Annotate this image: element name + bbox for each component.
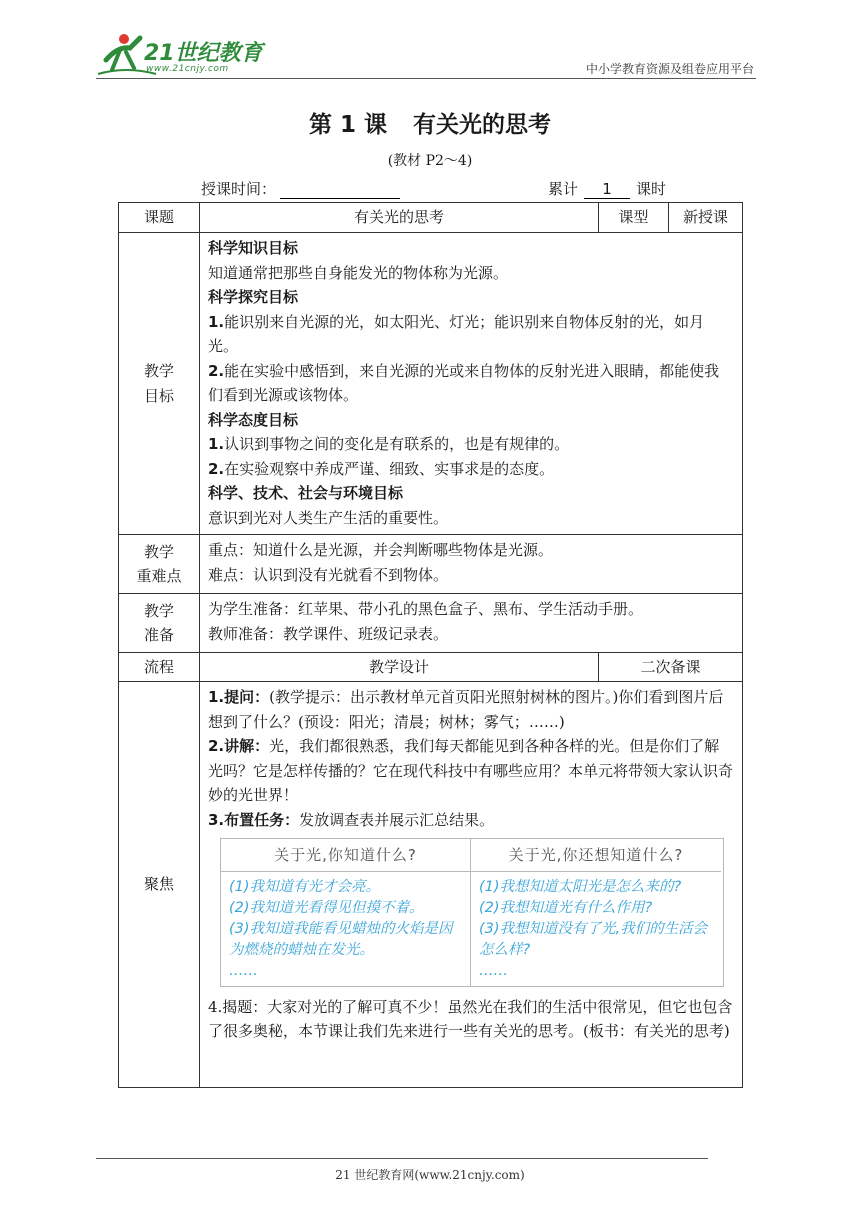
logo-url: www.21cnjy.com bbox=[146, 64, 229, 74]
focus-step-2 bbox=[208, 734, 734, 808]
teaching-time-blank bbox=[280, 182, 400, 199]
survey-answer: (2)我知道光看得见但摸不着。 bbox=[229, 899, 424, 916]
goal-society-title: 科学、技术、社会与环境目标 bbox=[208, 484, 404, 502]
topic-value: 有关光的思考 bbox=[200, 203, 599, 233]
survey-answer: (1)我想知道太阳光是怎么来的? bbox=[479, 878, 682, 895]
goal-knowledge-text: 知道通常把那些自身能发光的物体称为光源。 bbox=[208, 263, 509, 282]
step-text: (教学提示：出示教材单元首页阳光照射树林的图片。)你们看到图片后想到了什么？(预设：阳光；清晨；树林；雾气；……) bbox=[208, 688, 724, 731]
focus-label: 聚焦 bbox=[119, 682, 200, 1088]
goal-inquiry-2 bbox=[208, 359, 734, 408]
preparation-label-line1: 教学 bbox=[143, 601, 174, 620]
design-label: 教学设计 bbox=[200, 653, 599, 682]
flow-header-row bbox=[119, 653, 743, 682]
survey-answer: …… bbox=[229, 962, 258, 979]
goal-inquiry-title: 科学探究目标 bbox=[208, 288, 299, 306]
platform-label: 中小学教育资源及组卷应用平台 bbox=[585, 62, 754, 76]
item-number: 2. bbox=[208, 361, 225, 380]
flow-label: 流程 bbox=[119, 653, 200, 682]
teaching-time-label: 授课时间： bbox=[201, 180, 277, 198]
survey-table bbox=[220, 838, 724, 987]
goals-content bbox=[200, 233, 743, 535]
goals-label bbox=[119, 233, 200, 535]
lesson-type-value: 新授课 bbox=[669, 203, 743, 233]
second-prep-label: 二次备课 bbox=[599, 653, 743, 682]
lesson-plan-table bbox=[118, 202, 743, 1088]
survey-answer: (3)我知道我能看见蜡烛的火焰是因为燃烧的蜡烛在发光。 bbox=[229, 920, 453, 958]
item-text: 能在实验中感悟到，来自光源的光或来自物体的反射光进入眼睛，都能使我们看到光源或该物体。 bbox=[208, 361, 720, 404]
item-text: 认识到事物之间的变化是有联系的，也是有规律的。 bbox=[224, 435, 570, 453]
step-text: 光，我们都很熟悉，我们每天都能见到各种各样的光。但是你们了解光吗？它是怎样传播的？它在现代科技中有哪些应用？本单元将带领大家认识奇妙的光世界！ bbox=[208, 737, 734, 804]
student-preparation: 为学生准备：红苹果、带小孔的黑色盒子、黑布、学生活动手册。 bbox=[208, 600, 644, 618]
preparation-content bbox=[200, 594, 743, 653]
page-title bbox=[0, 106, 860, 139]
footer-text: 21 世纪教育网(www.21cnjy.com) bbox=[335, 1168, 525, 1182]
total-hours bbox=[548, 178, 666, 199]
textbook-pages: (教材 P2～4) bbox=[387, 153, 473, 169]
total-value: 1 bbox=[584, 180, 630, 199]
teacher-preparation: 教师准备：教学课件、班级记录表。 bbox=[208, 624, 449, 643]
lesson-type-label: 课型 bbox=[599, 203, 669, 233]
goals-label-line2: 目标 bbox=[143, 386, 174, 405]
goals-label-line1: 教学 bbox=[143, 362, 174, 380]
total-unit: 课时 bbox=[636, 180, 667, 198]
step-title: 2.讲解： bbox=[208, 737, 270, 755]
survey-left-answers bbox=[221, 872, 471, 986]
item-number: 2. bbox=[208, 459, 225, 478]
item-text: 在实验观察中养成严谨、细致、实事求是的态度。 bbox=[224, 459, 555, 478]
item-text: 能识别来自光源的光，如太阳光、灯光；能识别来自物体反射的光，如月光。 bbox=[208, 312, 705, 355]
preparation-label-line2: 准备 bbox=[143, 626, 174, 644]
survey-answer: (3)我想知道没有了光,我们的生活会怎么样? bbox=[479, 920, 708, 958]
goal-attitude-1 bbox=[208, 432, 734, 457]
logo-text: 21世纪教育 bbox=[144, 41, 263, 66]
step-title: 1.提问： bbox=[208, 688, 270, 706]
focus-content bbox=[200, 682, 743, 1088]
topic-label: 课题 bbox=[119, 203, 200, 233]
goal-society-text: 意识到光对人类生产生活的重要性。 bbox=[208, 508, 449, 527]
lesson-name: 有关光的思考 bbox=[413, 112, 552, 138]
step-title: 3.布置任务： bbox=[208, 810, 300, 829]
survey-answer: …… bbox=[479, 962, 508, 979]
lesson-number: 第 1 课 bbox=[308, 112, 388, 138]
goal-knowledge-title: 科学知识目标 bbox=[208, 239, 299, 257]
keypoints-label-line2: 重难点 bbox=[136, 567, 182, 585]
keypoints-label bbox=[119, 535, 200, 594]
total-label: 累计 bbox=[548, 180, 579, 198]
item-number: 1. bbox=[208, 435, 225, 453]
survey-left-header: 关于光,你知道什么? bbox=[221, 839, 471, 872]
goal-attitude-title: 科学态度目标 bbox=[208, 410, 299, 429]
focus-row bbox=[119, 682, 743, 1088]
goal-attitude-2 bbox=[208, 457, 734, 482]
survey-right-answers bbox=[471, 872, 721, 986]
survey-right-header: 关于光,你还想知道什么? bbox=[471, 839, 721, 872]
focus-step-3 bbox=[208, 808, 734, 833]
header-divider bbox=[96, 78, 756, 79]
footer-divider bbox=[96, 1158, 708, 1159]
teaching-time bbox=[201, 178, 400, 199]
keypoints-row bbox=[119, 535, 743, 594]
goals-row bbox=[119, 233, 743, 535]
keypoints-label-line1: 教学 bbox=[143, 542, 174, 561]
keypoints-content bbox=[200, 535, 743, 594]
survey-answer: (1)我知道有光才会亮。 bbox=[229, 878, 381, 895]
survey-answer: (2)我想知道光有什么作用? bbox=[479, 899, 653, 916]
item-number: 1. bbox=[208, 312, 225, 331]
preparation-label bbox=[119, 594, 200, 653]
goal-inquiry-1 bbox=[208, 310, 734, 359]
focus-step-1 bbox=[208, 685, 734, 734]
key-point: 重点：知道什么是光源，并会判断哪些物体是光源。 bbox=[208, 541, 554, 559]
step-text: 发放调查表并展示汇总结果。 bbox=[299, 810, 495, 829]
topic-row bbox=[119, 203, 743, 233]
difficult-point: 难点：认识到没有光就看不到物体。 bbox=[208, 565, 449, 584]
preparation-row bbox=[119, 594, 743, 653]
focus-step-4: 4.揭题：大家对光的了解可真不少！虽然光在我们的生活中很常见，但它也包含了很多奥秘，本节课让我们先来进行一些有关光的思考。(板书：有关光的思考) bbox=[208, 997, 733, 1040]
